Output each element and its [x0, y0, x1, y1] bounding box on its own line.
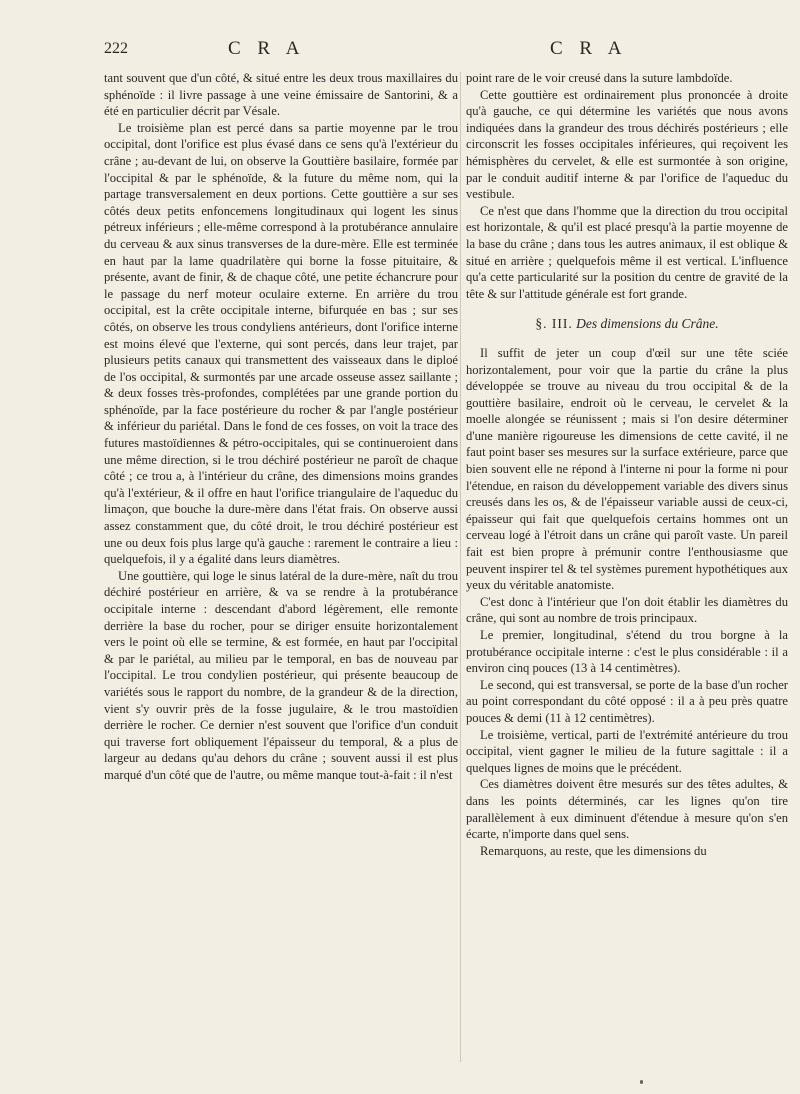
- page-number: 222: [104, 40, 128, 57]
- ink-mark: [640, 1080, 643, 1084]
- column-divider: [460, 72, 461, 1062]
- section-title: Des dimensions du Crâne.: [576, 316, 719, 332]
- paragraph: tant souvent que d'un côté, & situé entre les deux trous maxillaires du sphénoïde : il livre passage à une veine émissaire de Santorini, & a été en particulier décrit par Vésale.: [104, 71, 458, 119]
- paragraph: Le premier, longitudinal, s'étend du trou borgne à la protubérance occipitale interne : c'est le plus considérable : il a environ cinq pouces (13 à 14 centimètres).: [466, 628, 788, 676]
- paragraph: Ce n'est que dans l'homme que la direction du trou occipital est horizontale, & qu'il est placé presqu'à la partie moyenne de la base du crâne ; dans tous les autres animaux, il est oblique & situé en arrière ; quelquefois même il est vertical. L'influence qu'a cette particularité sur la position du centre de gravité de la tête & sur l'attitude générale est fort grande.: [466, 203, 788, 301]
- section-heading: [466, 316, 788, 333]
- right-column: [466, 70, 788, 1070]
- paragraph: Cette gouttière est ordinairement plus prononcée à droite qu'à gauche, ce qui détermine les variétés que nous avons indiquées dans la grandeur des trous déchirés postérieurs ; elle circonscrit les fosses occipitales inférieures, qui reçoivent les hémisphères du cervelet, & elle est surmontée à son origine, par le conduit auditif interne & par l'orifice de l'aqueduc du vestibule.: [466, 87, 788, 202]
- running-head-left: C R A: [228, 38, 306, 59]
- section-number: §. III.: [535, 316, 573, 332]
- paragraph: Une gouttière, qui loge le sinus latéral de la dure-mère, naît du trou déchiré postérieur en arrière, & va se rendre à la protubérance occipitale interne : descendant d'abord légèrement, elle remonte derrière la base du rocher, pour se diriger ensuite horizontalement vers le point où elle se termine, & est formée, en haut par l'occipital & par le pariétal, au milieu par le temporal, en bas de nouveau par l'occipital. Le trou condylien postérieur, qui présente beaucoup de variétés sous le rapport du nombre, de la grandeur & de la direction, vient s'y ouvrir près de la fosse jugulaire, & le trou mastoïdien derrière le rocher. Ce dernier n'est souvent que l'orifice d'un conduit qui traverse fort obliquement l'épaisseur du temporal, & a plus de largeur au dedans qu'au dehors du crâne ; souvent aussi il est plus marqué d'un côté que de l'autre, ou même manque tout-à-fait : il n'est: [104, 568, 458, 782]
- paragraph: Ces diamètres doivent être mesurés sur des têtes adultes, & dans les points déterminés, car les lignes qu'on tire parallèlement à eux diminuent d'étendue à mesure qu'on s'en écarte, n'importe dans quel sens.: [466, 777, 788, 842]
- paragraph: Remarquons, au reste, que les dimensions du: [480, 843, 707, 858]
- paragraph: Le troisième, vertical, parti de l'extrémité antérieure du trou occipital, vient gagner le milieu de la future sagittale : il a quelques lignes de moins que le précédent.: [466, 727, 788, 775]
- paragraph: Le troisième plan est percé dans sa partie moyenne par le trou occipital, dont l'orifice est plus évasé dans ce sens qu'à l'extérieur du crâne ; au-devant de lui, on observe la Gouttière basilaire, formée par l'occipital & par le sphénoïde, & la future du même nom, qui la partage transversalement en deux portions. Cette gouttière a sur ses côtés deux petits enfoncemens longitudinaux qui logent les sinus pétreux inférieurs ; elle-même correspond à la protubérance annulaire du cerveau & aux sinus transverses de la dure-mère. Elle est terminée en haut par la lame quadrilatère qui borne la fosse pituitaire, & présente, avant de finir, & de chaque côté, une petite échancrure pour le passage du nerf moteur oculaire externe. En arrière du trou occipital, est la crête occipitale interne, bifurquée en bas ; sur ses côtés, on observe les trous condyliens antérieurs, dont l'orifice interne est moins élevé que l'externe, qui sont percés, dans leur trajet, par plusieurs petits canaux qui transmettent des vaisseaux dans le diploé de l'os occipital, & surmontés par une arcade osseuse assez saillante ; & deux fosses très-profondes, complétées par une grande portion du sphénoïde, par la face postérieure du rocher & par l'angle postérieur & inférieur du pariétal. Dans le fond de ces fosses, on voit la trace des futures mastoïdiennes & pétro-occipitales, qui se continueroient dans une même direction, si le trou déchiré postérieur ne paroît de chaque côté ; ce trou a, à l'intérieur du crâne, des dimensions moins grandes qu'à l'extérieur, & il offre en haut l'orifice triangulaire de l'aqueduc du limaçon, que bouche la dure-mère dans l'état frais. On observe aussi assez constamment que, du côté droit, le trou déchiré postérieur est une ou deux fois plus large qu'à gauche : rarement le contraire a lieu : quelquefois, il y a égalité dans leurs diamètres.: [104, 120, 458, 567]
- running-head-right: C R A: [550, 38, 628, 59]
- paragraph: Le second, qui est transversal, se porte de la base d'un rocher au point correspondant du côté opposé : il a à peu près quatre pouces & demi (11 à 12 centimètres).: [466, 677, 788, 725]
- paragraph: C'est donc à l'intérieur que l'on doit établir les diamètres du crâne, qui sont au nombre de trois principaux.: [466, 594, 788, 626]
- left-column: [104, 70, 458, 1070]
- paragraph: Il suffit de jeter un coup d'œil sur une tête sciée horizontalement, pour voir que la partie du crâne la plus développée se trouve au niveau du trou occipital & de la gouttière basilaire, endroit où le cerveau, le cervelet & la moelle alongée se réunissent ; mais si l'on desire déterminer d'une manière rigoureuse les dimensions de cette cavité, il ne faut point baser ses mesures sur la surface extérieure, parce que bien souvent elle ne répond à l'interne ni pour la forme ni pour l'étendue, en raison du développement variable des divers sinus creusés dans les os, & de l'épaisseur variable aussi de ceux-ci, épaisseur qui fait que quelquefois certains hommes ont un cerveau logé à l'étroit dans un crâne qui paroît vaste. Un pareil fait est bien propre à prémunir contre l'enthousiasme que peuvent inspirer tel & tel systèmes purement hypothétiques aux yeux du véritable anatomiste.: [466, 345, 788, 593]
- paragraph: point rare de le voir creusé dans la suture lambdoïde.: [466, 71, 733, 85]
